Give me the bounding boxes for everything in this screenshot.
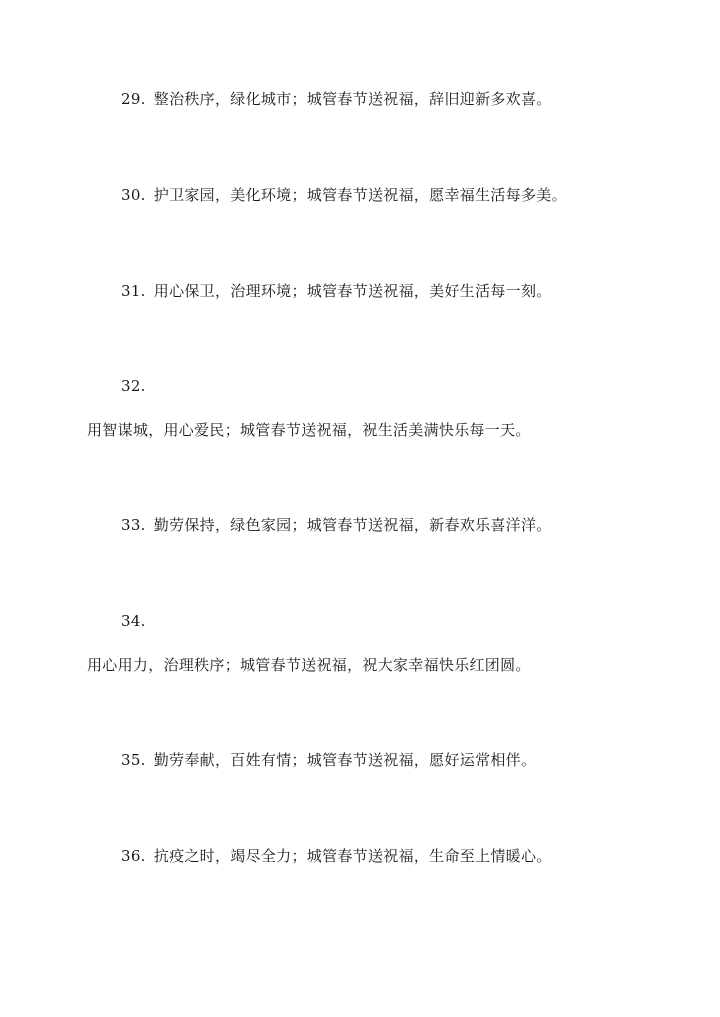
list-item [121,515,552,535]
list-item [121,750,536,770]
item-text: 用智谋城，用心爱民；城管春节送祝福，祝生活美满快乐每一天。 [87,421,531,439]
list-item-text-line [87,655,531,675]
item-number: 30. [121,186,146,204]
list-item [121,281,552,301]
item-number: 33. [121,516,146,534]
item-number: 35. [121,751,146,769]
list-item [121,89,552,109]
list-item-number-line [121,611,146,631]
list-item-text-line [87,420,531,440]
list-item [121,185,567,205]
list-item-number-line [121,376,146,396]
item-text: 用心保卫，治理环境；城管春节送祝福，美好生活每一刻。 [153,282,552,300]
item-text: 勤劳保持，绿色家园；城管春节送祝福，新春欢乐喜洋洋。 [153,516,552,534]
item-number: 29. [121,90,146,108]
list-item [121,846,552,866]
item-text: 抗疫之时，竭尽全力；城管春节送祝福，生命至上情暖心。 [153,847,552,865]
item-number: 34. [121,612,146,630]
item-text: 整治秩序，绿化城市；城管春节送祝福，辞旧迎新多欢喜。 [153,90,552,108]
item-number: 32. [121,377,146,395]
item-number: 36. [121,847,146,865]
item-text: 勤劳奉献，百姓有情；城管春节送祝福，愿好运常相伴。 [153,751,537,769]
item-text: 用心用力，治理秩序；城管春节送祝福，祝大家幸福快乐红团圆。 [87,656,531,674]
item-number: 31. [121,282,146,300]
item-text: 护卫家园，美化环境；城管春节送祝福，愿幸福生活每多美。 [153,186,567,204]
